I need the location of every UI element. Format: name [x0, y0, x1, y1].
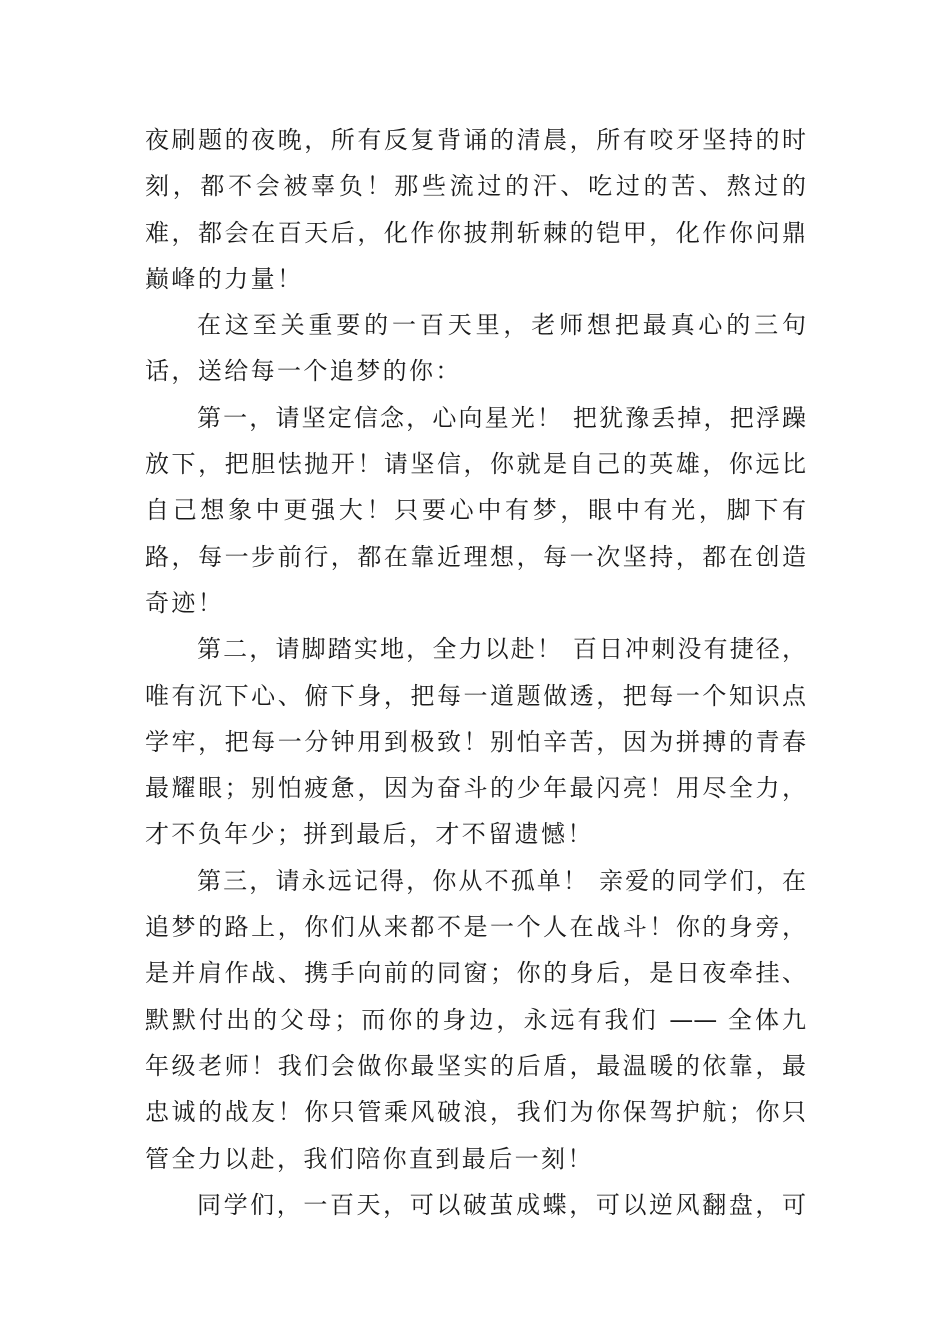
text-line: 第三，请永远记得，你从不孤单！ 亲爱的同学们，在 [197, 866, 806, 895]
text-line: 追梦的路上，你们从来都不是一个人在战斗！你的身旁， [145, 913, 806, 942]
text-line: 话，送给每一个追梦的你： [145, 357, 462, 386]
text-line: 自己想象中更强大！只要心中有梦，眼中有光，脚下有 [145, 496, 806, 525]
text-line: 同学们，一百天，可以破茧成蝶，可以逆风翻盘，可 [197, 1190, 806, 1219]
text-line: 第二，请脚踏实地，全力以赴！ 百日冲刺没有捷径， [197, 635, 806, 664]
text-line: 在这至关重要的一百天里，老师想把最真心的三句 [197, 311, 806, 340]
text-line: 刻，都不会被辜负！那些流过的汗、吃过的苦、熬过的 [145, 172, 806, 201]
text-line: 年级老师！我们会做你最坚实的后盾，最温暖的依靠，最 [145, 1051, 806, 1080]
text-line: 管全力以赴，我们陪你直到最后一刻！ [145, 1144, 594, 1173]
text-line: 奇迹！ [145, 588, 225, 617]
document-page [145, 117, 806, 1228]
text-line: 放下，把胆怯抛开！请坚信，你就是自己的英雄，你远比 [145, 450, 806, 479]
text-line: 夜刷题的夜晚，所有反复背诵的清晨，所有咬牙坚持的时 [145, 126, 806, 154]
text-line: 巅峰的力量！ [145, 264, 304, 293]
text-line: 路，每一步前行，都在靠近理想，每一次坚持，都在创造 [145, 542, 806, 571]
text-line: 是并肩作战、携手向前的同窗；你的身后，是日夜牵挂、 [145, 959, 806, 988]
text-line: 最耀眼；别怕疲惫，因为奋斗的少年最闪亮！用尽全力， [145, 774, 806, 803]
text-line: 默默付出的父母；而你的身边，永远有我们 —— 全体九 [145, 1005, 806, 1034]
text-line: 才不负年少；拼到最后，才不留遗憾！ [145, 820, 594, 849]
text-line: 忠诚的战友！你只管乘风破浪，我们为你保驾护航；你只 [145, 1098, 806, 1127]
text-line: 唯有沉下心、俯下身，把每一道题做透，把每一个知识点 [145, 681, 806, 710]
text-line: 难，都会在百天后，化作你披荆斩棘的铠甲，化作你问鼎 [145, 218, 806, 247]
text-line: 学牢，把每一分钟用到极致！别怕辛苦，因为拼搏的青春 [145, 727, 806, 756]
text-line: 第一，请坚定信念，心向星光！ 把犹豫丢掉，把浮躁 [197, 403, 806, 432]
